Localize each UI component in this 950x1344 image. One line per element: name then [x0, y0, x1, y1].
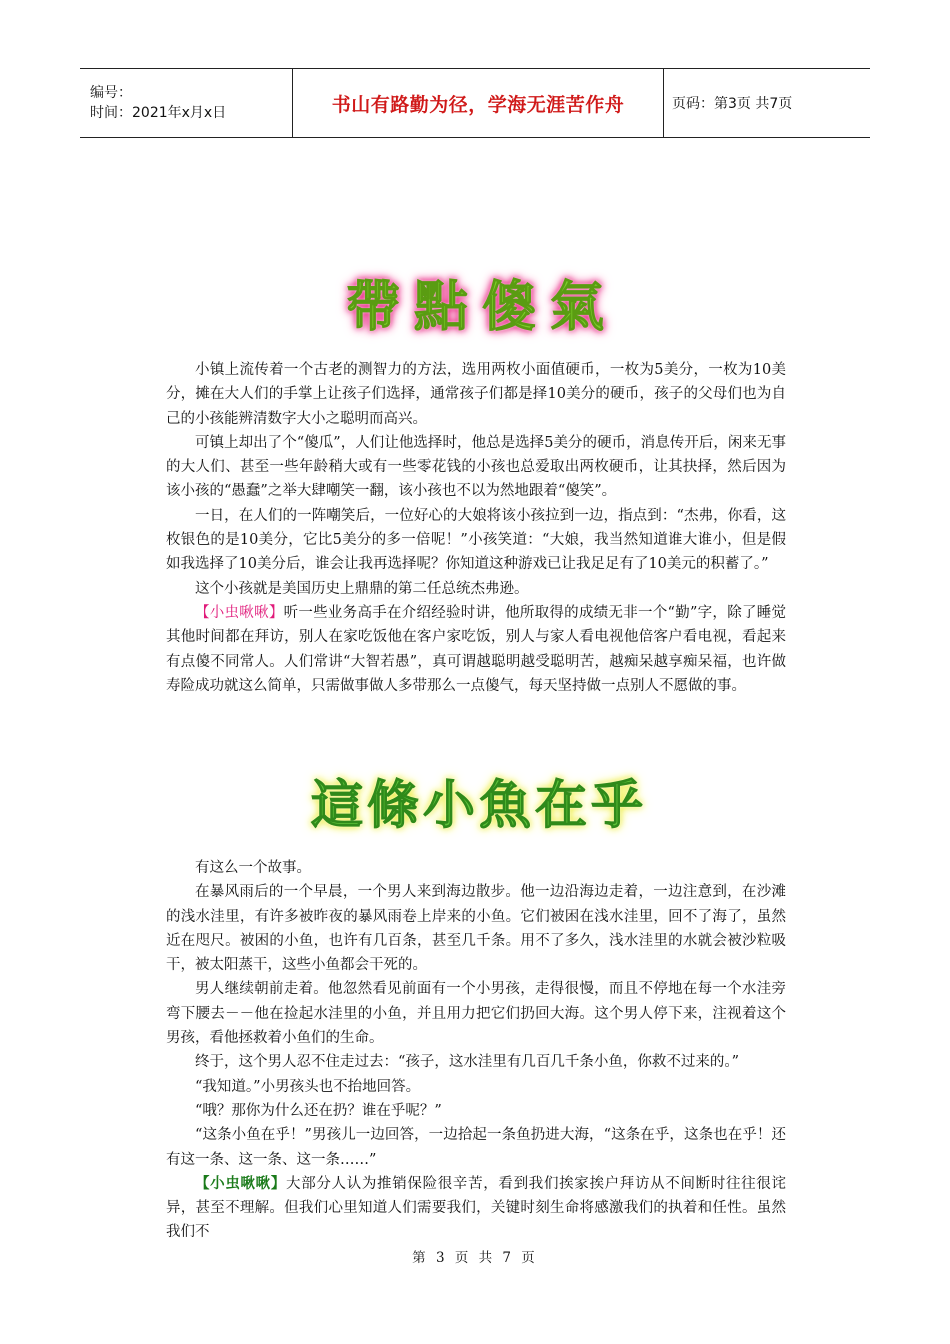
title1-char: 點: [414, 274, 468, 338]
title2-char: 魚: [479, 775, 532, 836]
page-label: 页码：第3页 共7页: [672, 96, 793, 112]
paragraph: 男人继续朝前走着。他忽然看见前面有一个小男孩，走得很慢，而且不停地在每一个水洼旁弯下腰去－－他在捡起水洼里的小鱼，并且用力把它们扔回大海。这个男人停下来，注视着这个男孩，看他拯救着小鱼们的生命。: [166, 981, 786, 1047]
page-footer: 第 3 页 共 7 页: [412, 1250, 538, 1266]
section-2: [166, 856, 786, 1245]
comment-paragraph: [166, 1172, 786, 1245]
title1-char: 氣: [550, 274, 604, 338]
comment-tag: 【小虫啾啾】: [195, 604, 284, 621]
paragraph: “我知道。”小男孩头也不抬地回答。: [195, 1078, 421, 1095]
paragraph: 终于，这个男人忍不住走过去：“孩子，这水洼里有几百几千条小鱼，你救不过来的。”: [195, 1054, 740, 1071]
page-header: [80, 68, 870, 138]
number-label: 编号：: [90, 85, 132, 101]
comment-tag: 【小虫啾啾】: [195, 1174, 287, 1192]
section-1: [166, 358, 786, 698]
title-art-1: [305, 262, 645, 342]
header-motto-cell: [293, 69, 664, 137]
time-label: 时间：2021年x月x日: [90, 105, 227, 121]
title2-char: 乎: [591, 775, 644, 836]
paragraph: 这个小孩就是美国历史上鼎鼎的第二任总统杰弗逊。: [195, 580, 529, 597]
paragraph: “哦？那你为什么还在扔？谁在乎呢？”: [195, 1102, 442, 1119]
title1-char: 帶: [346, 274, 400, 338]
motto: 书山有路勤为径，学海无涯苦作舟: [331, 93, 625, 116]
header-meta: [80, 69, 293, 137]
header-page-cell: [664, 69, 870, 137]
comment-text: 听一些业务高手在介绍经验时讲，他所取得的成绩无非一个“勤”字，除了睡觉其他时间都在拜访，别人在家吃饭他在客户家吃饭，别人与家人看电视他倍客户看电视，看起来有点傻不同常人。人们常讲“大智若愚”，真可谓越聪明越受聪明苦，越痴呆越享痴呆福，也许做寿险成功就这么简单，只需做事做人多带那么一点傻气，每天坚持做一点别人不愿做的事。: [166, 604, 787, 694]
comment-paragraph: [166, 601, 786, 698]
paragraph: 一日，在人们的一阵嘲笑后，一位好心的大娘将该小孩拉到一边，指点到：“杰弗，你看，这枚银色的是10美分，它比5美分的多一倍呢！”小孩笑道：“大娘，我当然知道谁大谁小，但是假如我选择了10美分后，谁会让我再选择呢？你知道这种游戏已让我足足有了10美元的积蓄了。”: [166, 507, 786, 573]
title2-char: 在: [535, 775, 588, 836]
paragraph: 有这么一个故事。: [195, 860, 311, 876]
paragraph: “这条小鱼在乎！”男孩儿一边回答，一边拾起一条鱼扔进大海，“这条在乎，这条也在乎！还有这一条、这一条、这一条……”: [166, 1127, 786, 1168]
paragraph: 小镇上流传着一个古老的测智力的方法，选用两枚小面值硬币，一枚为5美分，一枚为10美分，摊在大人们的手掌上让孩子们选择，通常孩子们都是择10美分的硬币，孩子的父母们也为自己的小孩能辨清数字大小之聪明而高兴。: [166, 362, 786, 427]
paragraph: 在暴风雨后的一个早晨，一个男人来到海边散步。他一边沿海边走着，一边注意到，在沙滩的浅水洼里，有许多被昨夜的暴风雨卷上岸来的小鱼。它们被困在浅水洼里，回不了海了，虽然近在咫尺。被困的小鱼，也许有几百条，甚至几千条。用不了多久，浅水洼里的水就会被沙粒吸干，被太阳蒸干，这些小鱼都会干死的。: [166, 884, 786, 974]
title1-char: 傻: [482, 274, 536, 338]
title2-char: 這: [310, 775, 363, 836]
paragraph: 可镇上却出了个“傻瓜”，人们让他选择时，他总是选择5美分的硬币，消息传开后，闲来无事的大人们、甚至一些年龄稍大或有一些零花钱的小孩也总爱取出两枚硬币，让其抉择，然后因为该小孩的“愚蠢”之举大肆嘲笑一翻，该小孩也不以为然地跟着“傻笑”。: [166, 434, 786, 500]
comment-text: 大部分人认为推销保险很辛苦，看到我们挨家挨户拜访从不间断时往往很诧异，甚至不理解。但我们心里知道人们需要我们，关键时刻生命将感激我们的执着和任性。虽然我们不: [166, 1175, 787, 1241]
title2-char: 條: [366, 775, 419, 836]
title-art-2: [282, 764, 672, 836]
title2-char: 小: [422, 775, 475, 836]
